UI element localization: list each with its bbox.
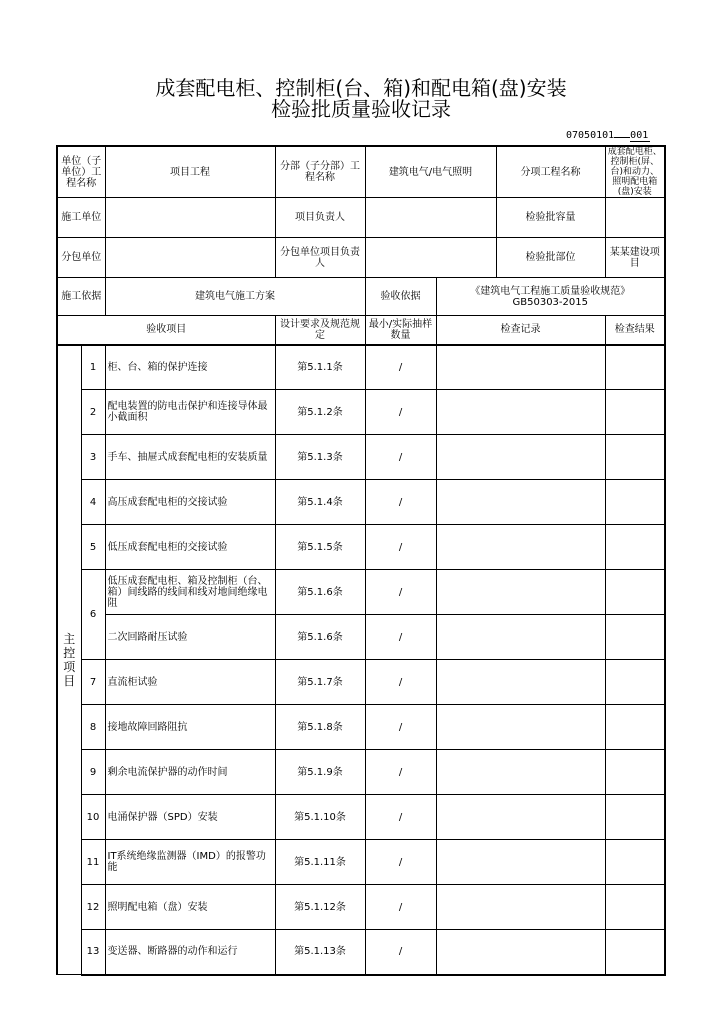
item-row (57, 705, 665, 750)
item-number: 4 (81, 480, 105, 525)
item-number: 8 (81, 705, 105, 750)
item-row (57, 570, 665, 615)
item-check-result[interactable] (605, 615, 665, 660)
item-description: 低压成套配电柜、箱及控制柜（台、箱）间线路的线间和线对地间绝缘电阻 (105, 570, 275, 615)
item-check-result[interactable] (605, 345, 665, 390)
doc-code-prefix: 07050101 (566, 130, 615, 141)
contractor-label: 施工单位 (57, 198, 105, 238)
capacity-value[interactable] (605, 198, 665, 238)
subitem-value[interactable]: 成套配电柜、控制柜(屏、台)和动力、照明配电箱(盘)安装 (605, 146, 665, 198)
location-label: 检验批部位 (496, 238, 605, 278)
item-check-result[interactable] (605, 840, 665, 885)
sub-pm-value[interactable] (365, 238, 496, 278)
item-check-record[interactable] (436, 750, 605, 795)
item-row (57, 750, 665, 795)
item-row (57, 660, 665, 705)
item-clause: 第5.1.5条 (275, 525, 365, 570)
pm-label: 项目负责人 (275, 198, 365, 238)
division-label: 分部（子分部）工程名称 (275, 146, 365, 198)
item-check-result[interactable] (605, 660, 665, 705)
item-number: 10 (81, 795, 105, 840)
item-description: 剩余电流保护器的动作时间 (105, 750, 275, 795)
item-check-result[interactable] (605, 435, 665, 480)
item-sample-count[interactable]: / (365, 480, 436, 525)
item-clause: 第5.1.9条 (275, 750, 365, 795)
acceptance-value[interactable] (436, 278, 665, 316)
item-check-result[interactable] (605, 885, 665, 930)
item-sample-count[interactable]: / (365, 525, 436, 570)
item-number: 5 (81, 525, 105, 570)
item-sample-count[interactable]: / (365, 750, 436, 795)
acceptance-label: 验收依据 (365, 278, 436, 316)
item-description: 电涌保护器（SPD）安装 (105, 795, 275, 840)
item-check-result[interactable] (605, 750, 665, 795)
item-sample-count[interactable]: / (365, 930, 436, 975)
subcontractor-label: 分包单位 (57, 238, 105, 278)
section-label-text: 主控项目 (63, 631, 76, 688)
col-result-header: 检查结果 (605, 316, 665, 345)
item-description: 照明配电箱（盘）安装 (105, 885, 275, 930)
item-clause: 第5.1.3条 (275, 435, 365, 480)
item-clause: 第5.1.4条 (275, 480, 365, 525)
doc-code (566, 128, 650, 141)
col-sampling-header: 最小/实际抽样数量 (365, 316, 436, 345)
item-description: 二次回路耐压试验 (105, 615, 275, 660)
item-description: 低压成套配电柜的交接试验 (105, 525, 275, 570)
basis-value[interactable]: 建筑电气施工方案 (105, 278, 365, 316)
item-row (57, 390, 665, 435)
item-number: 9 (81, 750, 105, 795)
col-item-header: 验收项目 (57, 316, 275, 345)
item-check-record[interactable] (436, 840, 605, 885)
acceptance-form-table (56, 145, 666, 976)
item-clause: 第5.1.6条 (275, 615, 365, 660)
item-number: 12 (81, 885, 105, 930)
item-row (57, 435, 665, 480)
subitem-label: 分项工程名称 (496, 146, 605, 198)
item-clause: 第5.1.8条 (275, 705, 365, 750)
item-row (57, 615, 665, 660)
item-row (57, 525, 665, 570)
item-check-result[interactable] (605, 390, 665, 435)
item-number: 7 (81, 660, 105, 705)
item-sample-count[interactable]: / (365, 795, 436, 840)
item-check-result[interactable] (605, 525, 665, 570)
item-check-record[interactable] (436, 795, 605, 840)
acceptance-value-line2: GB50303-2015 (512, 296, 588, 308)
acceptance-value-line1: 《建筑电气工程施工质量验收规范》 (470, 285, 631, 297)
item-number: 6 (81, 570, 105, 660)
item-check-record[interactable] (436, 705, 605, 750)
item-clause: 第5.1.10条 (275, 795, 365, 840)
item-check-result[interactable] (605, 705, 665, 750)
item-check-record[interactable] (436, 570, 605, 615)
form-title-line2: 检验批质量验收记录 (271, 97, 451, 121)
sub-pm-label: 分包单位项目负责人 (275, 238, 365, 278)
item-row (57, 480, 665, 525)
item-check-record[interactable] (436, 345, 605, 390)
item-sample-count[interactable]: / (365, 660, 436, 705)
section-label-main-control (57, 345, 81, 975)
item-number: 3 (81, 435, 105, 480)
item-description: 柜、台、箱的保护连接 (105, 345, 275, 390)
item-description: 变送器、断路器的动作和运行 (105, 930, 275, 975)
division-value[interactable]: 建筑电气/电气照明 (365, 146, 496, 198)
pm-value[interactable] (365, 198, 496, 238)
subcontractor-value[interactable] (105, 238, 275, 278)
contractor-value[interactable] (105, 198, 275, 238)
item-description: 接地故障回路阻抗 (105, 705, 275, 750)
item-row (57, 345, 665, 390)
item-description: 手车、抽屉式成套配电柜的安装质量 (105, 435, 275, 480)
item-number: 2 (81, 390, 105, 435)
item-description: 直流柜试验 (105, 660, 275, 705)
item-description: 高压成套配电柜的交接试验 (105, 480, 275, 525)
item-number: 1 (81, 345, 105, 390)
item-sample-count[interactable]: / (365, 705, 436, 750)
location-value[interactable]: 某某建设项目 (605, 238, 665, 278)
item-sample-count[interactable]: / (365, 885, 436, 930)
item-clause: 第5.1.6条 (275, 570, 365, 615)
item-row (57, 930, 665, 975)
item-clause: 第5.1.2条 (275, 390, 365, 435)
item-check-record[interactable] (436, 615, 605, 660)
item-row (57, 840, 665, 885)
item-check-record[interactable] (436, 930, 605, 975)
item-clause: 第5.1.11条 (275, 840, 365, 885)
item-check-result[interactable] (605, 930, 665, 975)
item-sample-count[interactable]: / (365, 435, 436, 480)
form-title-line1: 成套配电柜、控制柜(台、箱)和配电箱(盘)安装 (155, 76, 567, 100)
item-check-record[interactable] (436, 390, 605, 435)
item-clause: 第5.1.7条 (275, 660, 365, 705)
doc-code-suffix: 001 (630, 130, 649, 141)
item-clause: 第5.1.13条 (275, 930, 365, 975)
item-number: 11 (81, 840, 105, 885)
capacity-label: 检验批容量 (496, 198, 605, 238)
item-check-record[interactable] (436, 660, 605, 705)
item-sample-count[interactable]: / (365, 615, 436, 660)
item-check-result[interactable] (605, 570, 665, 615)
item-check-record[interactable] (436, 480, 605, 525)
item-check-record[interactable] (436, 885, 605, 930)
item-description: 配电装置的防电击保护和连接导体最小截面积 (105, 390, 275, 435)
item-number: 13 (81, 930, 105, 975)
item-sample-count[interactable]: / (365, 570, 436, 615)
unit-name-label: 单位（子单位）工程名称 (57, 146, 105, 198)
item-clause: 第5.1.12条 (275, 885, 365, 930)
item-check-record[interactable] (436, 435, 605, 480)
item-check-result[interactable] (605, 795, 665, 840)
item-check-result[interactable] (605, 480, 665, 525)
item-check-record[interactable] (436, 525, 605, 570)
item-sample-count[interactable]: / (365, 390, 436, 435)
col-record-header: 检查记录 (436, 316, 605, 345)
item-sample-count[interactable]: / (365, 840, 436, 885)
item-row (57, 795, 665, 840)
item-clause: 第5.1.1条 (275, 345, 365, 390)
col-design-header: 设计要求及规范规定 (275, 316, 365, 345)
item-description: IT系统绝缘监测器（IMD）的报警功能 (105, 840, 275, 885)
project-label: 项目工程 (105, 146, 275, 198)
item-row (57, 885, 665, 930)
basis-label: 施工依据 (57, 278, 105, 316)
item-sample-count[interactable]: / (365, 345, 436, 390)
